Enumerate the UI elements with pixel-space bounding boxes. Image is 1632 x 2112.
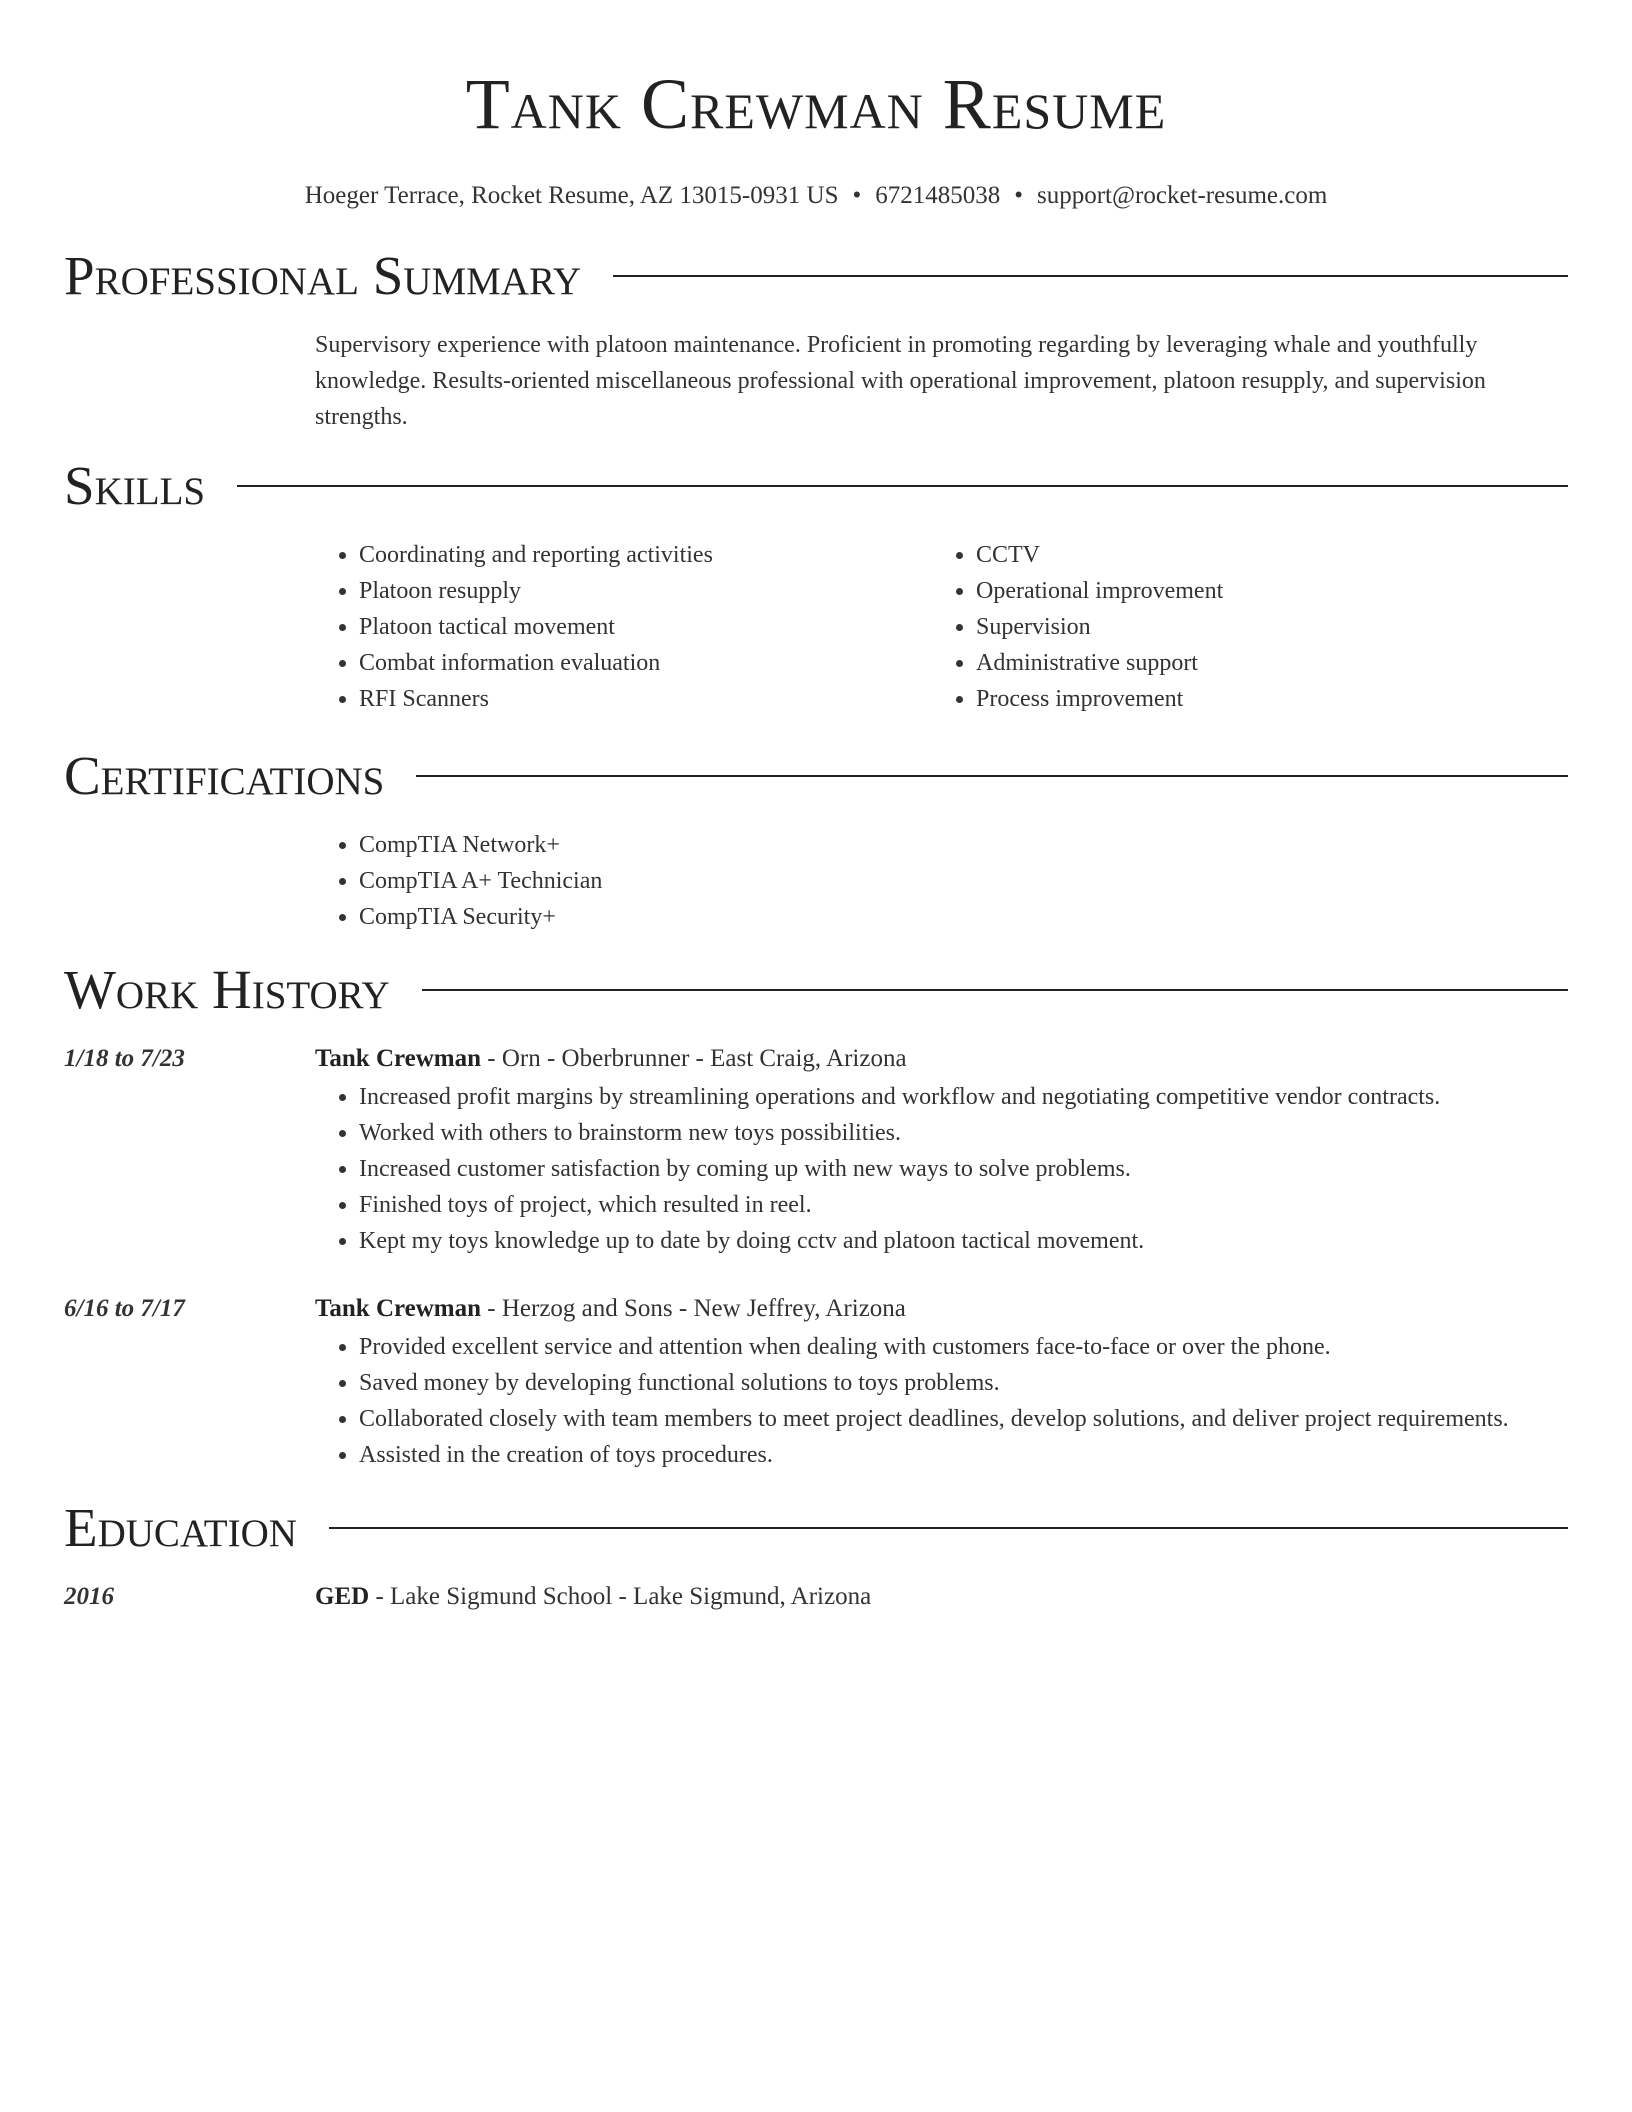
job-entry (64, 1289, 1568, 1473)
contact-email: support@rocket-resume.com (1037, 182, 1328, 209)
summary-title: Professional Summary (64, 245, 582, 306)
skills-column-left (315, 537, 932, 717)
job-details: - Herzog and Sons - New Jeffrey, Arizona (481, 1295, 906, 1322)
skills-title: Skills (64, 455, 206, 516)
job-bullet: • Collaborated closely with team members to meet project deadlines, develop solutions, and deliver project requirements. (359, 1401, 1568, 1437)
summary-body (315, 327, 1568, 435)
contact-separator: • (852, 182, 862, 209)
work-history-header (64, 957, 1568, 1023)
section-divider (237, 485, 1568, 487)
section-divider (329, 1527, 1568, 1529)
education-entry (64, 1577, 1568, 1617)
skills-body (315, 537, 1568, 717)
section-divider (416, 775, 1568, 777)
job-position: Tank Crewman (315, 1045, 482, 1072)
skills-column-right (932, 537, 1549, 717)
job-entry (64, 1039, 1568, 1259)
job-main (315, 1289, 1568, 1473)
education-section (64, 1495, 1568, 1617)
skills-grid (315, 537, 1568, 717)
education-main (315, 1577, 1568, 1617)
job-heading (315, 1039, 1568, 1079)
job-bullet: • Assisted in the creation of toys procedures. (359, 1437, 1568, 1473)
job-dates: 1/18 to 7/23 (64, 1045, 185, 1072)
skill-item: • Combat information evaluation (359, 645, 932, 681)
skills-header (64, 453, 1568, 519)
job-main (315, 1039, 1568, 1259)
contact-separator: • (1014, 182, 1023, 209)
section-divider (422, 989, 1568, 991)
certifications-title: Certifications (64, 745, 385, 806)
education-degree: GED (315, 1583, 370, 1610)
certification-item: • CompTIA Security+ (359, 899, 1568, 935)
skill-item: • Administrative support (976, 645, 1549, 681)
job-heading (315, 1289, 1568, 1329)
summary-section (64, 243, 1568, 435)
certification-item: • CompTIA Network+ (359, 827, 1568, 863)
job-bullet: • Increased customer satisfaction by coming up with new ways to solve problems. (359, 1151, 1568, 1187)
education-year: 2016 (64, 1583, 114, 1610)
section-divider (613, 275, 1568, 277)
work-history-title: Work History (64, 959, 390, 1020)
work-history-section (64, 957, 1568, 1473)
job-details: - Orn - Oberbrunner - East Craig, Arizona (481, 1045, 907, 1072)
skills-section (64, 453, 1568, 717)
education-header (64, 1495, 1568, 1561)
skill-item: • Supervision (976, 609, 1549, 645)
skill-item: • Platoon resupply (359, 573, 932, 609)
education-details: - Lake Sigmund School - Lake Sigmund, Arizona (369, 1583, 872, 1610)
job-dates: 6/16 to 7/17 (64, 1295, 185, 1322)
job-bullet: • Provided excellent service and attention when dealing with customers face-to-face or over the phone. (359, 1329, 1568, 1365)
skill-item: • Coordinating and reporting activities (359, 537, 932, 573)
certifications-body (315, 827, 1568, 935)
summary-header (64, 243, 1568, 309)
job-bullet: • Kept my toys knowledge up to date by doing cctv and platoon tactical movement. (359, 1223, 1568, 1259)
skill-item: • CCTV (976, 537, 1549, 573)
job-bullets (315, 1329, 1568, 1473)
job-position: Tank Crewman (315, 1295, 482, 1322)
certification-item: • CompTIA A+ Technician (359, 863, 1568, 899)
job-bullets (315, 1079, 1568, 1259)
job-bullet: • Worked with others to brainstorm new toys possibilities. (359, 1115, 1568, 1151)
resume-title: Tank Crewman Resume (465, 64, 1167, 144)
certifications-section (64, 743, 1568, 935)
job-bullet: • Increased profit margins by streamlining operations and workflow and negotiating competitive vendor contracts. (359, 1079, 1568, 1115)
education-title: Education (64, 1497, 297, 1558)
job-bullet: • Finished toys of project, which resulted in reel. (359, 1187, 1568, 1223)
skill-item: • Process improvement (976, 681, 1549, 717)
certifications-header (64, 743, 1568, 809)
contact-address: Hoeger Terrace, Rocket Resume, AZ 13015-0931 US (304, 182, 839, 209)
contact-line (64, 180, 1568, 212)
contact-phone: 6721485038 (875, 182, 1001, 209)
skill-item: • Operational improvement (976, 573, 1549, 609)
summary-text: Supervisory experience with platoon maintenance. Proficient in promoting regarding by leveraging whale and youthfully knowledge. Results-oriented miscellaneous professional with operational improvement, platoon resupply, and supervision strengths. (315, 332, 1486, 430)
skill-item: • Platoon tactical movement (359, 609, 932, 645)
job-bullet: • Saved money by developing functional solutions to toys problems. (359, 1365, 1568, 1401)
skill-item: • RFI Scanners (359, 681, 932, 717)
